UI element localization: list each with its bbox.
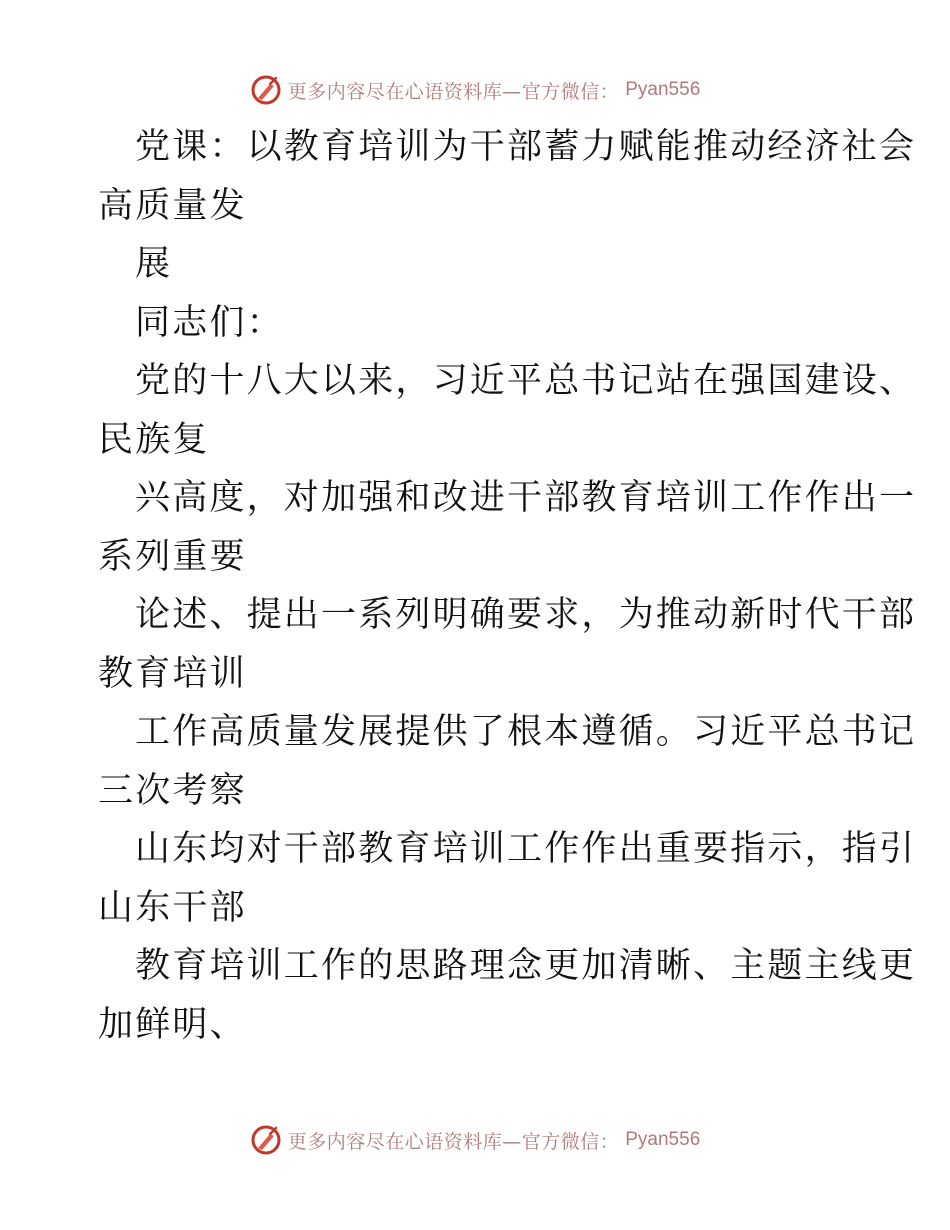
paragraph-line: 系列重要 [98, 536, 247, 577]
paragraph-line: 三次考察 [98, 770, 247, 811]
paragraph-line: 论述、提出一系列明确要求，为推动新时代干部 [135, 595, 917, 635]
watermark-text: 更多内容尽在心语资料库—官方微信： [287, 1130, 620, 1153]
paragraph-line: 山东均对干部教育培训工作作出重要指示，指引 [135, 829, 917, 869]
paragraph-line: 教育培训工作的思路理念更加清晰、主题主线更 [135, 946, 917, 986]
red-circle-pen-logo-icon [250, 1124, 282, 1156]
footer-watermark [0, 1120, 950, 1160]
watermark-text: 更多内容尽在心语资料库—官方微信： [287, 80, 620, 103]
title-line-1: 党课：以教育培训为干部蓄力赋能推动经济社会 [135, 127, 917, 167]
paragraph-line: 山东干部 [98, 887, 247, 928]
watermark-wechat-id: Pyan556 [625, 1129, 701, 1150]
paragraph-line: 教育培训 [98, 653, 247, 694]
title-line-2: 高质量发 [98, 185, 247, 226]
paragraph-line: 工作高质量发展提供了根本遵循。习近平总书记 [135, 712, 917, 752]
header-watermark [0, 70, 950, 110]
title-line-3: 展 [135, 244, 173, 284]
paragraph-line: 党的十八大以来，习近平总书记站在强国建设、 [135, 361, 917, 401]
paragraph-line: 兴高度，对加强和改进干部教育培训工作作出一 [135, 478, 917, 518]
salutation: 同志们： [135, 302, 284, 343]
watermark-wechat-id: Pyan556 [625, 79, 701, 100]
document-body [98, 118, 917, 1054]
paragraph-line: 加鲜明、 [98, 1004, 247, 1045]
paragraph-line: 民族复 [98, 419, 210, 460]
red-circle-pen-logo-icon [250, 74, 282, 106]
